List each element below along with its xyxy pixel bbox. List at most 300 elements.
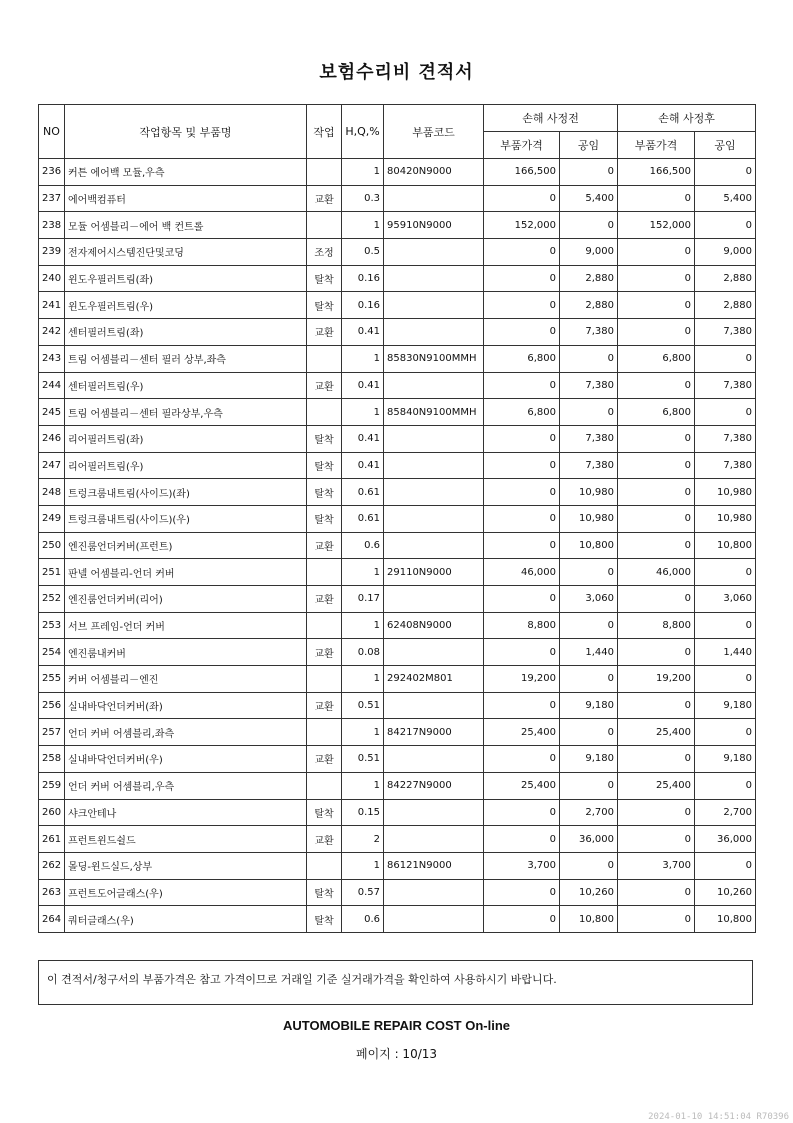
row-after-labor: 2,700 (695, 799, 756, 826)
table-row (39, 479, 756, 506)
row-item-name: 언더 커버 어셈블리,좌측 (65, 719, 307, 746)
row-after-part-price: 0 (618, 746, 695, 773)
row-work: 탈착 (307, 292, 342, 319)
row-item-name: 언더 커버 어셈블리,우측 (65, 772, 307, 799)
row-part-code (384, 185, 484, 212)
row-work: 교환 (307, 826, 342, 853)
row-before-part-price: 0 (484, 879, 560, 906)
row-before-part-price: 166,500 (484, 159, 560, 186)
row-no: 251 (39, 559, 65, 586)
row-after-labor: 10,260 (695, 879, 756, 906)
table-row (39, 159, 756, 186)
row-after-labor: 7,380 (695, 452, 756, 479)
row-before-labor: 36,000 (560, 826, 618, 853)
row-part-code (384, 799, 484, 826)
row-no: 261 (39, 826, 65, 853)
row-item-name: 에어백컴퓨터 (65, 185, 307, 212)
row-after-labor: 0 (695, 559, 756, 586)
row-after-labor: 5,400 (695, 185, 756, 212)
row-part-code (384, 239, 484, 266)
row-after-part-price: 0 (618, 826, 695, 853)
row-work: 교환 (307, 639, 342, 666)
row-after-labor: 0 (695, 719, 756, 746)
row-after-labor: 36,000 (695, 826, 756, 853)
row-before-part-price: 0 (484, 532, 560, 559)
row-item-name: 전자제어시스템진단및코딩 (65, 239, 307, 266)
row-hq: 1 (342, 852, 384, 879)
row-hq: 1 (342, 772, 384, 799)
row-no: 262 (39, 852, 65, 879)
row-hq: 1 (342, 212, 384, 239)
table-row (39, 666, 756, 693)
row-item-name: 샤크안테나 (65, 799, 307, 826)
row-work (307, 666, 342, 693)
table-row (39, 906, 756, 933)
row-before-labor: 0 (560, 212, 618, 239)
row-part-code (384, 479, 484, 506)
row-no: 258 (39, 746, 65, 773)
row-part-code (384, 746, 484, 773)
row-after-labor: 10,980 (695, 479, 756, 506)
row-work: 탈착 (307, 479, 342, 506)
row-before-labor: 9,180 (560, 692, 618, 719)
row-item-name: 트렁크룸내트림(사이드)(좌) (65, 479, 307, 506)
row-work: 탈착 (307, 799, 342, 826)
row-item-name: 모듈 어셈블리－에어 백 컨트롤 (65, 212, 307, 239)
row-before-part-price: 0 (484, 265, 560, 292)
row-work (307, 719, 342, 746)
row-hq: 0.41 (342, 319, 384, 346)
row-item-name: 엔진룸언더커버(리어) (65, 586, 307, 613)
row-after-labor: 2,880 (695, 265, 756, 292)
row-after-part-price: 0 (618, 586, 695, 613)
row-after-part-price: 19,200 (618, 666, 695, 693)
row-before-labor: 10,260 (560, 879, 618, 906)
row-work (307, 345, 342, 372)
row-part-code: 86121N9000 (384, 852, 484, 879)
row-part-code (384, 639, 484, 666)
row-before-part-price: 0 (484, 372, 560, 399)
row-no: 250 (39, 532, 65, 559)
row-hq: 0.51 (342, 692, 384, 719)
row-after-labor: 3,060 (695, 586, 756, 613)
row-work (307, 772, 342, 799)
row-no: 259 (39, 772, 65, 799)
row-before-part-price: 25,400 (484, 772, 560, 799)
row-after-part-price: 0 (618, 292, 695, 319)
row-before-labor: 9,180 (560, 746, 618, 773)
row-after-labor: 9,000 (695, 239, 756, 266)
row-work (307, 159, 342, 186)
row-hq: 0.15 (342, 799, 384, 826)
row-before-labor: 10,800 (560, 532, 618, 559)
row-before-labor: 7,380 (560, 319, 618, 346)
row-after-part-price: 8,800 (618, 612, 695, 639)
table-row (39, 505, 756, 532)
row-before-labor: 0 (560, 612, 618, 639)
row-work: 교환 (307, 185, 342, 212)
row-after-labor: 0 (695, 345, 756, 372)
row-after-part-price: 46,000 (618, 559, 695, 586)
row-no: 247 (39, 452, 65, 479)
row-part-code: 29110N9000 (384, 559, 484, 586)
row-before-part-price: 6,800 (484, 345, 560, 372)
row-hq: 0.5 (342, 239, 384, 266)
row-before-labor: 1,440 (560, 639, 618, 666)
row-part-code: 80420N9000 (384, 159, 484, 186)
row-after-part-price: 166,500 (618, 159, 695, 186)
row-after-part-price: 0 (618, 799, 695, 826)
row-before-part-price: 0 (484, 692, 560, 719)
document-title: 보험수리비 견적서 (319, 62, 474, 83)
row-hq: 0.16 (342, 265, 384, 292)
row-part-code (384, 692, 484, 719)
row-item-name: 엔진룸언더커버(프런트) (65, 532, 307, 559)
row-work (307, 612, 342, 639)
row-after-labor: 7,380 (695, 425, 756, 452)
row-item-name: 서브 프레임-언더 커버 (65, 612, 307, 639)
row-part-code (384, 826, 484, 853)
row-after-labor: 0 (695, 159, 756, 186)
table-row (39, 559, 756, 586)
table-row (39, 852, 756, 879)
row-hq: 1 (342, 159, 384, 186)
header-before-part-price: 부품가격 (484, 132, 560, 159)
header-code: 부품코드 (384, 105, 484, 159)
row-before-part-price: 0 (484, 185, 560, 212)
row-no: 242 (39, 319, 65, 346)
row-item-name: 프런트도어글래스(우) (65, 879, 307, 906)
row-after-labor: 0 (695, 212, 756, 239)
table-row (39, 692, 756, 719)
row-hq: 0.61 (342, 505, 384, 532)
row-item-name: 리어필러트림(우) (65, 452, 307, 479)
price-notice: 이 견적서/청구서의 부품가격은 참고 가격이므로 거래일 기준 실거래가격을 확인하여 사용하시기 바랍니다. (38, 960, 753, 1005)
table-row (39, 746, 756, 773)
row-no: 238 (39, 212, 65, 239)
row-hq: 0.6 (342, 532, 384, 559)
row-before-labor: 0 (560, 772, 618, 799)
row-after-part-price: 25,400 (618, 719, 695, 746)
row-hq: 2 (342, 826, 384, 853)
row-no: 254 (39, 639, 65, 666)
row-after-part-price: 0 (618, 906, 695, 933)
row-item-name: 실내바닥언더커버(좌) (65, 692, 307, 719)
row-hq: 1 (342, 666, 384, 693)
page-number: 페이지 : 10/13 (355, 1047, 438, 1061)
table-row (39, 719, 756, 746)
row-part-code: 292402M801 (384, 666, 484, 693)
row-before-labor: 0 (560, 719, 618, 746)
row-item-name: 리어필러트림(좌) (65, 425, 307, 452)
row-after-labor: 0 (695, 666, 756, 693)
row-part-code: 62408N9000 (384, 612, 484, 639)
row-item-name: 윈도우필러트림(좌) (65, 265, 307, 292)
row-after-part-price: 0 (618, 185, 695, 212)
row-hq: 1 (342, 719, 384, 746)
row-after-part-price: 0 (618, 425, 695, 452)
row-before-part-price: 0 (484, 425, 560, 452)
table-row (39, 372, 756, 399)
row-work: 교환 (307, 372, 342, 399)
row-after-part-price: 6,800 (618, 399, 695, 426)
row-item-name: 커튼 에어백 모듈,우측 (65, 159, 307, 186)
row-work: 탈착 (307, 906, 342, 933)
row-no: 245 (39, 399, 65, 426)
row-part-code (384, 292, 484, 319)
row-hq: 0.41 (342, 425, 384, 452)
row-part-code (384, 505, 484, 532)
row-no: 264 (39, 906, 65, 933)
row-after-part-price: 0 (618, 265, 695, 292)
row-before-part-price: 0 (484, 479, 560, 506)
table-row (39, 345, 756, 372)
row-after-labor: 9,180 (695, 746, 756, 773)
row-after-part-price: 0 (618, 505, 695, 532)
header-work: 작업 (307, 105, 342, 159)
row-work: 조정 (307, 239, 342, 266)
table-row (39, 319, 756, 346)
estimate-rows (39, 159, 756, 933)
row-after-labor: 7,380 (695, 372, 756, 399)
row-item-name: 쿼터글래스(우) (65, 906, 307, 933)
row-item-name: 프런트윈드쉴드 (65, 826, 307, 853)
row-before-part-price: 0 (484, 639, 560, 666)
row-after-part-price: 0 (618, 639, 695, 666)
row-item-name: 트림 어셈블리－센터 필라상부,우측 (65, 399, 307, 426)
table-row (39, 612, 756, 639)
table-row (39, 532, 756, 559)
row-part-code (384, 372, 484, 399)
header-before-labor: 공임 (560, 132, 618, 159)
row-hq: 0.61 (342, 479, 384, 506)
row-no: 240 (39, 265, 65, 292)
table-row (39, 425, 756, 452)
row-part-code (384, 586, 484, 613)
row-before-labor: 7,380 (560, 425, 618, 452)
table-row (39, 879, 756, 906)
header-item: 작업항목 및 부품명 (65, 105, 307, 159)
table-row (39, 452, 756, 479)
row-part-code (384, 879, 484, 906)
footer-title: AUTOMOBILE REPAIR COST On-line (282, 1018, 511, 1033)
table-row (39, 212, 756, 239)
estimate-table (38, 104, 756, 933)
row-no: 256 (39, 692, 65, 719)
row-after-part-price: 0 (618, 372, 695, 399)
row-hq: 0.08 (342, 639, 384, 666)
row-after-labor: 0 (695, 772, 756, 799)
row-after-part-price: 6,800 (618, 345, 695, 372)
row-before-part-price: 19,200 (484, 666, 560, 693)
row-no: 255 (39, 666, 65, 693)
row-after-labor: 7,380 (695, 319, 756, 346)
row-before-part-price: 0 (484, 586, 560, 613)
row-work: 교환 (307, 319, 342, 346)
row-work (307, 212, 342, 239)
row-after-part-price: 0 (618, 692, 695, 719)
row-part-code (384, 265, 484, 292)
row-no: 257 (39, 719, 65, 746)
table-row (39, 399, 756, 426)
row-work (307, 399, 342, 426)
row-before-part-price: 0 (484, 746, 560, 773)
row-hq: 1 (342, 399, 384, 426)
row-no: 260 (39, 799, 65, 826)
row-before-labor: 2,880 (560, 292, 618, 319)
header-after: 손해 사정후 (618, 105, 756, 132)
row-item-name: 몰딩-윈드실드,상부 (65, 852, 307, 879)
row-before-labor: 5,400 (560, 185, 618, 212)
row-after-part-price: 0 (618, 452, 695, 479)
row-after-part-price: 0 (618, 319, 695, 346)
row-before-part-price: 25,400 (484, 719, 560, 746)
row-before-labor: 7,380 (560, 372, 618, 399)
table-row (39, 799, 756, 826)
row-hq: 0.3 (342, 185, 384, 212)
row-hq: 0.57 (342, 879, 384, 906)
row-part-code (384, 319, 484, 346)
row-no: 249 (39, 505, 65, 532)
row-work: 탈착 (307, 879, 342, 906)
row-before-labor: 2,700 (560, 799, 618, 826)
row-before-part-price: 0 (484, 452, 560, 479)
table-row (39, 292, 756, 319)
row-before-labor: 0 (560, 666, 618, 693)
row-item-name: 커버 어셈블리－엔진 (65, 666, 307, 693)
row-work: 교환 (307, 586, 342, 613)
row-work: 탈착 (307, 452, 342, 479)
row-after-labor: 10,800 (695, 532, 756, 559)
row-before-part-price: 0 (484, 292, 560, 319)
row-before-part-price: 0 (484, 826, 560, 853)
row-work: 교환 (307, 532, 342, 559)
row-work: 탈착 (307, 425, 342, 452)
row-after-labor: 10,800 (695, 906, 756, 933)
row-work (307, 559, 342, 586)
row-work: 교환 (307, 746, 342, 773)
row-part-code (384, 532, 484, 559)
row-part-code: 84227N9000 (384, 772, 484, 799)
row-after-part-price: 0 (618, 532, 695, 559)
row-before-labor: 0 (560, 559, 618, 586)
row-after-part-price: 25,400 (618, 772, 695, 799)
row-part-code: 95910N9000 (384, 212, 484, 239)
row-no: 237 (39, 185, 65, 212)
row-after-labor: 0 (695, 612, 756, 639)
row-item-name: 트림 어셈블리－센터 필러 상부,좌측 (65, 345, 307, 372)
row-before-labor: 0 (560, 399, 618, 426)
header-after-labor: 공임 (695, 132, 756, 159)
row-part-code (384, 425, 484, 452)
row-no: 252 (39, 586, 65, 613)
row-before-labor: 2,880 (560, 265, 618, 292)
table-row (39, 639, 756, 666)
row-before-labor: 9,000 (560, 239, 618, 266)
row-no: 263 (39, 879, 65, 906)
row-before-part-price: 46,000 (484, 559, 560, 586)
row-no: 236 (39, 159, 65, 186)
row-before-labor: 0 (560, 345, 618, 372)
row-part-code: 85840N9100MMH (384, 399, 484, 426)
row-item-name: 센터필러트림(우) (65, 372, 307, 399)
row-after-part-price: 0 (618, 479, 695, 506)
row-before-labor: 0 (560, 159, 618, 186)
row-no: 243 (39, 345, 65, 372)
header-no: NO (39, 105, 65, 159)
row-before-part-price: 0 (484, 906, 560, 933)
row-after-labor: 2,880 (695, 292, 756, 319)
row-item-name: 윈도우필러트림(우) (65, 292, 307, 319)
row-after-part-price: 3,700 (618, 852, 695, 879)
table-row (39, 826, 756, 853)
row-before-labor: 10,980 (560, 505, 618, 532)
row-before-part-price: 0 (484, 239, 560, 266)
header-hq: H,Q,% (342, 105, 384, 159)
row-after-labor: 10,980 (695, 505, 756, 532)
header-before: 손해 사정전 (484, 105, 618, 132)
row-part-code (384, 452, 484, 479)
row-part-code: 84217N9000 (384, 719, 484, 746)
row-item-name: 실내바닥언더커버(우) (65, 746, 307, 773)
table-row (39, 772, 756, 799)
row-hq: 1 (342, 559, 384, 586)
row-no: 241 (39, 292, 65, 319)
row-before-part-price: 3,700 (484, 852, 560, 879)
row-before-part-price: 0 (484, 319, 560, 346)
row-hq: 0.51 (342, 746, 384, 773)
row-no: 248 (39, 479, 65, 506)
row-hq: 0.16 (342, 292, 384, 319)
row-before-labor: 10,980 (560, 479, 618, 506)
row-after-part-price: 0 (618, 879, 695, 906)
row-after-labor: 1,440 (695, 639, 756, 666)
row-before-labor: 0 (560, 852, 618, 879)
row-work (307, 852, 342, 879)
row-before-part-price: 0 (484, 505, 560, 532)
row-before-labor: 10,800 (560, 906, 618, 933)
row-after-labor: 9,180 (695, 692, 756, 719)
row-item-name: 센터필러트림(좌) (65, 319, 307, 346)
row-hq: 0.6 (342, 906, 384, 933)
row-no: 246 (39, 425, 65, 452)
row-after-part-price: 152,000 (618, 212, 695, 239)
row-work: 교환 (307, 692, 342, 719)
row-before-part-price: 152,000 (484, 212, 560, 239)
row-item-name: 트렁크룸내트림(사이드)(우) (65, 505, 307, 532)
row-part-code: 85830N9100MMH (384, 345, 484, 372)
row-before-part-price: 8,800 (484, 612, 560, 639)
row-after-part-price: 0 (618, 239, 695, 266)
row-work: 탈착 (307, 505, 342, 532)
row-hq: 0.41 (342, 452, 384, 479)
row-no: 239 (39, 239, 65, 266)
row-item-name: 엔진룸내커버 (65, 639, 307, 666)
table-row (39, 239, 756, 266)
row-before-part-price: 6,800 (484, 399, 560, 426)
row-after-labor: 0 (695, 399, 756, 426)
row-part-code (384, 906, 484, 933)
row-no: 253 (39, 612, 65, 639)
header-after-part-price: 부품가격 (618, 132, 695, 159)
row-hq: 1 (342, 612, 384, 639)
row-work: 탈착 (307, 265, 342, 292)
timestamp: 2024-01-10 14:51:04 R70396 (648, 1112, 789, 1122)
table-row (39, 185, 756, 212)
row-no: 244 (39, 372, 65, 399)
row-before-labor: 7,380 (560, 452, 618, 479)
row-hq: 0.41 (342, 372, 384, 399)
